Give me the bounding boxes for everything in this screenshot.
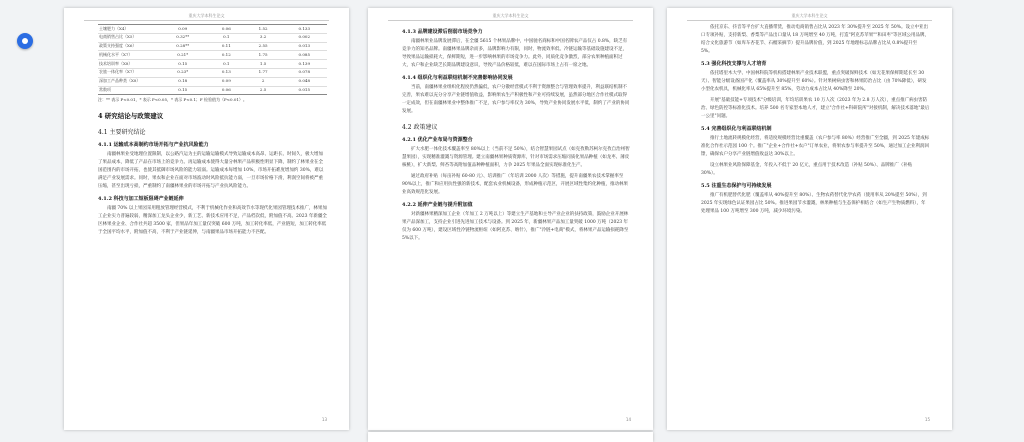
subsection-heading: 4.2 政策建议 — [402, 124, 438, 131]
next-page-edge — [368, 432, 653, 442]
table-row: 农旅一体化率（X7） 0.23* 0.13 1.77 0.078 — [98, 68, 327, 77]
page-header: 重庆大学本科生论文 — [84, 12, 329, 21]
subsubsection-heading: 4.2.2 延伸产业链与提升附加值 — [402, 202, 473, 208]
table-row: 土壤肥力（X4） 0.09 0.06 1.52 0.133 — [98, 25, 327, 34]
app-logo-icon[interactable] — [17, 33, 33, 49]
subsubsection-heading: 4.1.4 组织化与利益联结机制不完善影响协同发展 — [402, 75, 513, 81]
page-header: 重庆大学本科生论文 — [388, 12, 633, 21]
page-number: 15 — [924, 417, 930, 422]
table-row: 技术培训率（X8） 0.15 0.1 1.5 0.139 — [98, 60, 327, 69]
page-header: 重庆大学本科生论文 — [687, 12, 932, 21]
paragraph: 开展"基础技能+专项技术"分级培训，年均培训果农 10 万人次（2023 年为 2.8 万人次），重点推广病虫害防治、绿色防控等标准化技术。培养 500 名专家型本地人才，建立"合作社+科研院所"对接机制，解决技术落地"最后一公里"问题。 — [701, 98, 930, 119]
subsubsection-heading: 4.1.1 运输成本高制约市场开拓与产业抗风险能力 — [98, 142, 209, 149]
page-number: 13 — [321, 417, 327, 422]
subsubsection-heading: 5.4 完善组织化与利益联结机制 — [701, 126, 772, 132]
table-row: 常数项 0.15 0.06 2.5 0.015 — [98, 86, 327, 95]
document-page-1 — [64, 8, 349, 430]
table-note: 注：** 表示 P<0.01，* 表示 P<0.05，* 表示 P<0.1；F 检验值为（P<0.01）。 — [98, 97, 247, 103]
table-row: 深加工产品种类（X8） 0.18 0.09 2 0.048 — [98, 77, 327, 86]
paragraph: 扩大水肥一体化技术覆盖率至 80%以上（当前不足 50%），结合智慧果园试点（如克孜勒苏柯尔克孜自治州智慧果园），实现精准灌溉与资源管理。建立南疆林果种质资源库，针对市场需求压缩同质化果品种植（如龙枣、薄皮核桃），扩大新梨、鲜杏等高附加值品种种植面积，力争 2025 年果品全面实现标准化生产。 — [402, 147, 630, 168]
paragraph: 南疆林果业受地理位置限制，以公路汽运为主的运输运输模式导致运输成本高昂、运距长、时间久，极大增加了果品成本，降低了产品在市场上的竞争力。再运输成本使得大量分林果产品积极性明显下降，制约了林果业在全国范围内的市场开拓，也使其抵御市场风险的能力较弱。运输成本每增加 10%，市场开拓难度增加约 30%，难以满足产业发展需求。同时，果农和企业在面对市场波动时风险抵抗能力弱，一旦市场价格下滑，利润空间将被严重压缩，甚至出现亏损，严重制约了南疆林果业的市场开拓与产业抗风险能力。 — [98, 152, 324, 190]
subsubsection-heading: 4.1.2 科技与加工短板阻碍产业链延伸 — [98, 196, 184, 203]
table-row: 电商销售占比（X5） 0.32** 0.1 3.2 0.002 — [98, 33, 327, 42]
subsubsection-heading: 5.3 强化科技支撑与人才培育 — [701, 61, 767, 67]
paragraph: 南疆林果业品牌发展滞后，在全疆 5615 个林果品牌中，中国驰名商标和中国名牌农产品仅占 0.8%，缺乏有竞争力的知名品牌。南疆林果品牌杂而多，品牌影响力有限，同时，物流效率低、冷链运输等基础设施建设不足，导致果品运输损耗大，保鲜期短，进一步影响林果的市场竞争力。此外，同质化竞争激烈，部分农果种植面积过大，农户和企业缺乏长期品牌建设意识，导致产品价格较低，难以在国际市场上占有一席之地。 — [402, 39, 628, 68]
subsubsection-heading: 4.1.3 品牌建设滞后削弱市场竞争力 — [402, 29, 483, 35]
paragraph: 推广有机肥替代化肥（覆盖率从 40%提升至 80%）、生物农药替代化学农药（使用率从 20%提至 50%），到 2025 年实现绿色认证果园占比 50%。推进果园节水灌溉，林果种植与生态保护相结合（如生产生物质燃料），年处理果品 100 万吨增至 300 万吨，减少环境污染。 — [701, 193, 927, 214]
paragraph: 通过政府补贴（每亩补贴 60-80 元）、培训推广（年培训 2000 人次）等措施，提升南疆果农技术掌握率至 90%以上，推广和应用抗性强的新技术，配套农业机械设备，形成种植示范区，开展区域性集约化种植，推动林果业高效规范化发展。 — [402, 174, 628, 195]
paragraph: 依托京东、抖音等平台扩大直播带货，推动电商销售占比从 2023 年 30%提升至 2025 年 50%。设立中亚出口专项补贴，支持新梨、香梨等产品出口量从 18 万吨增至 40 万吨，打造"阿克苏苹果""和田枣"等区域公用品牌，结合文化旅游节（如库车杏花节、石榴采摘节）提升品牌价值，到 2025 年地理标志品牌占比从 0.8%提升至 5%。 — [701, 25, 929, 54]
regression-table — [98, 24, 327, 95]
table-row: 政策支持强度（X6） 0.28** 0.11 2.55 0.013 — [98, 42, 327, 51]
subsection-heading: 4.1 主要研究结论 — [98, 129, 146, 137]
paragraph: 依托塔里木大学、中国林科院等机构搭建林果产业技术联盟，重点突破保鲜技术（如无花果保鲜期延长至 30 天）、智能分级设备国产化（覆盖率从 30%提升至 60%）。针对果树病虫害和林果防治占比（由 70%降低），研发小型化农机具，机械化率从 65%提升至 85%，劳动力成本占比从 40%降至 20%。 — [701, 71, 927, 92]
paragraph: 南疆 70% 以上果园采用粗放管理经营模式，不利于机械化作业和高效节水等现代化果园管理技术推广，林果加工企业实力普遍较弱，精深加工龙头企业少，新工艺、新技术应用不足，产品档次低，附加值不高。2023 年新疆全区林果业企业、合作社共超 3500 家，但果品年加工量仅突破 600 万吨，加工转化率低，产业链短，加工转化率低于全国平均水平，附加值不高，不利于产业链延伸，与南疆果品市场开拓能力不匹配。 — [98, 206, 327, 236]
subsubsection-heading: 4.2.1 优化产业布局与资源整合 — [402, 137, 473, 143]
subsubsection-heading: 5.5 注重生态保护与可持续发展 — [701, 183, 772, 189]
paragraph: 设立林果业风险保障基金，年投入不低于 20 亿元，重点用于技术改造（补贴 50%）、品牌推广（补贴 30%）。 — [701, 163, 913, 176]
page-number: 14 — [625, 417, 631, 422]
document-page-2 — [368, 8, 653, 430]
table-row: 机械化水平（X7） 0.21* 0.12 1.75 0.085 — [98, 51, 327, 60]
section-heading: 4 研究结论与政策建议 — [98, 112, 164, 121]
document-page-3 — [667, 8, 952, 430]
paragraph: 对新疆林果精深加工企业（年加工 2 万吨以上）等建立生产基地和主导产业企业的扶持政策，鼓励企业开展林果产品深加工，支持企业引进先进加工技术与设备。到 2025 年，新疆林果产品加工量突破 1000 万吨（2023 年仅为 600 万吨），建设区域性冷链物流枢纽（如阿克苏、喀什），推广"冷链+电商"模式，将林果产品运输损耗降至 5%以下。 — [402, 212, 629, 241]
paragraph: 当前，南疆林果业组织化程度仍然偏低，农户分散经营模式不利于资源整合与管理效率提升，利益联结机制不完善，果农难以充分分享产业链增值收益，影响果农生产积极性和产业可持续发展，虽然部分地区合作社模式取得一定成效，但在南疆林果业中整体推广不足，农户参与率仅为 30%，导致产业协同发展水平低，制约了产业的协同发展。 — [402, 85, 630, 114]
paragraph: 推行土地流转规模化经营，将适度规模经营比重覆盖（农户参与率 80%）经营推广至全疆，到 2025 年建成标准化合作社示范园 100 个。推广"企业+合作社+农户"订单农业，将果农参与率提升至 50%，通过加工企业利润回馈，确保农户分享产业链增值收益达 30%以上。 — [701, 136, 930, 157]
